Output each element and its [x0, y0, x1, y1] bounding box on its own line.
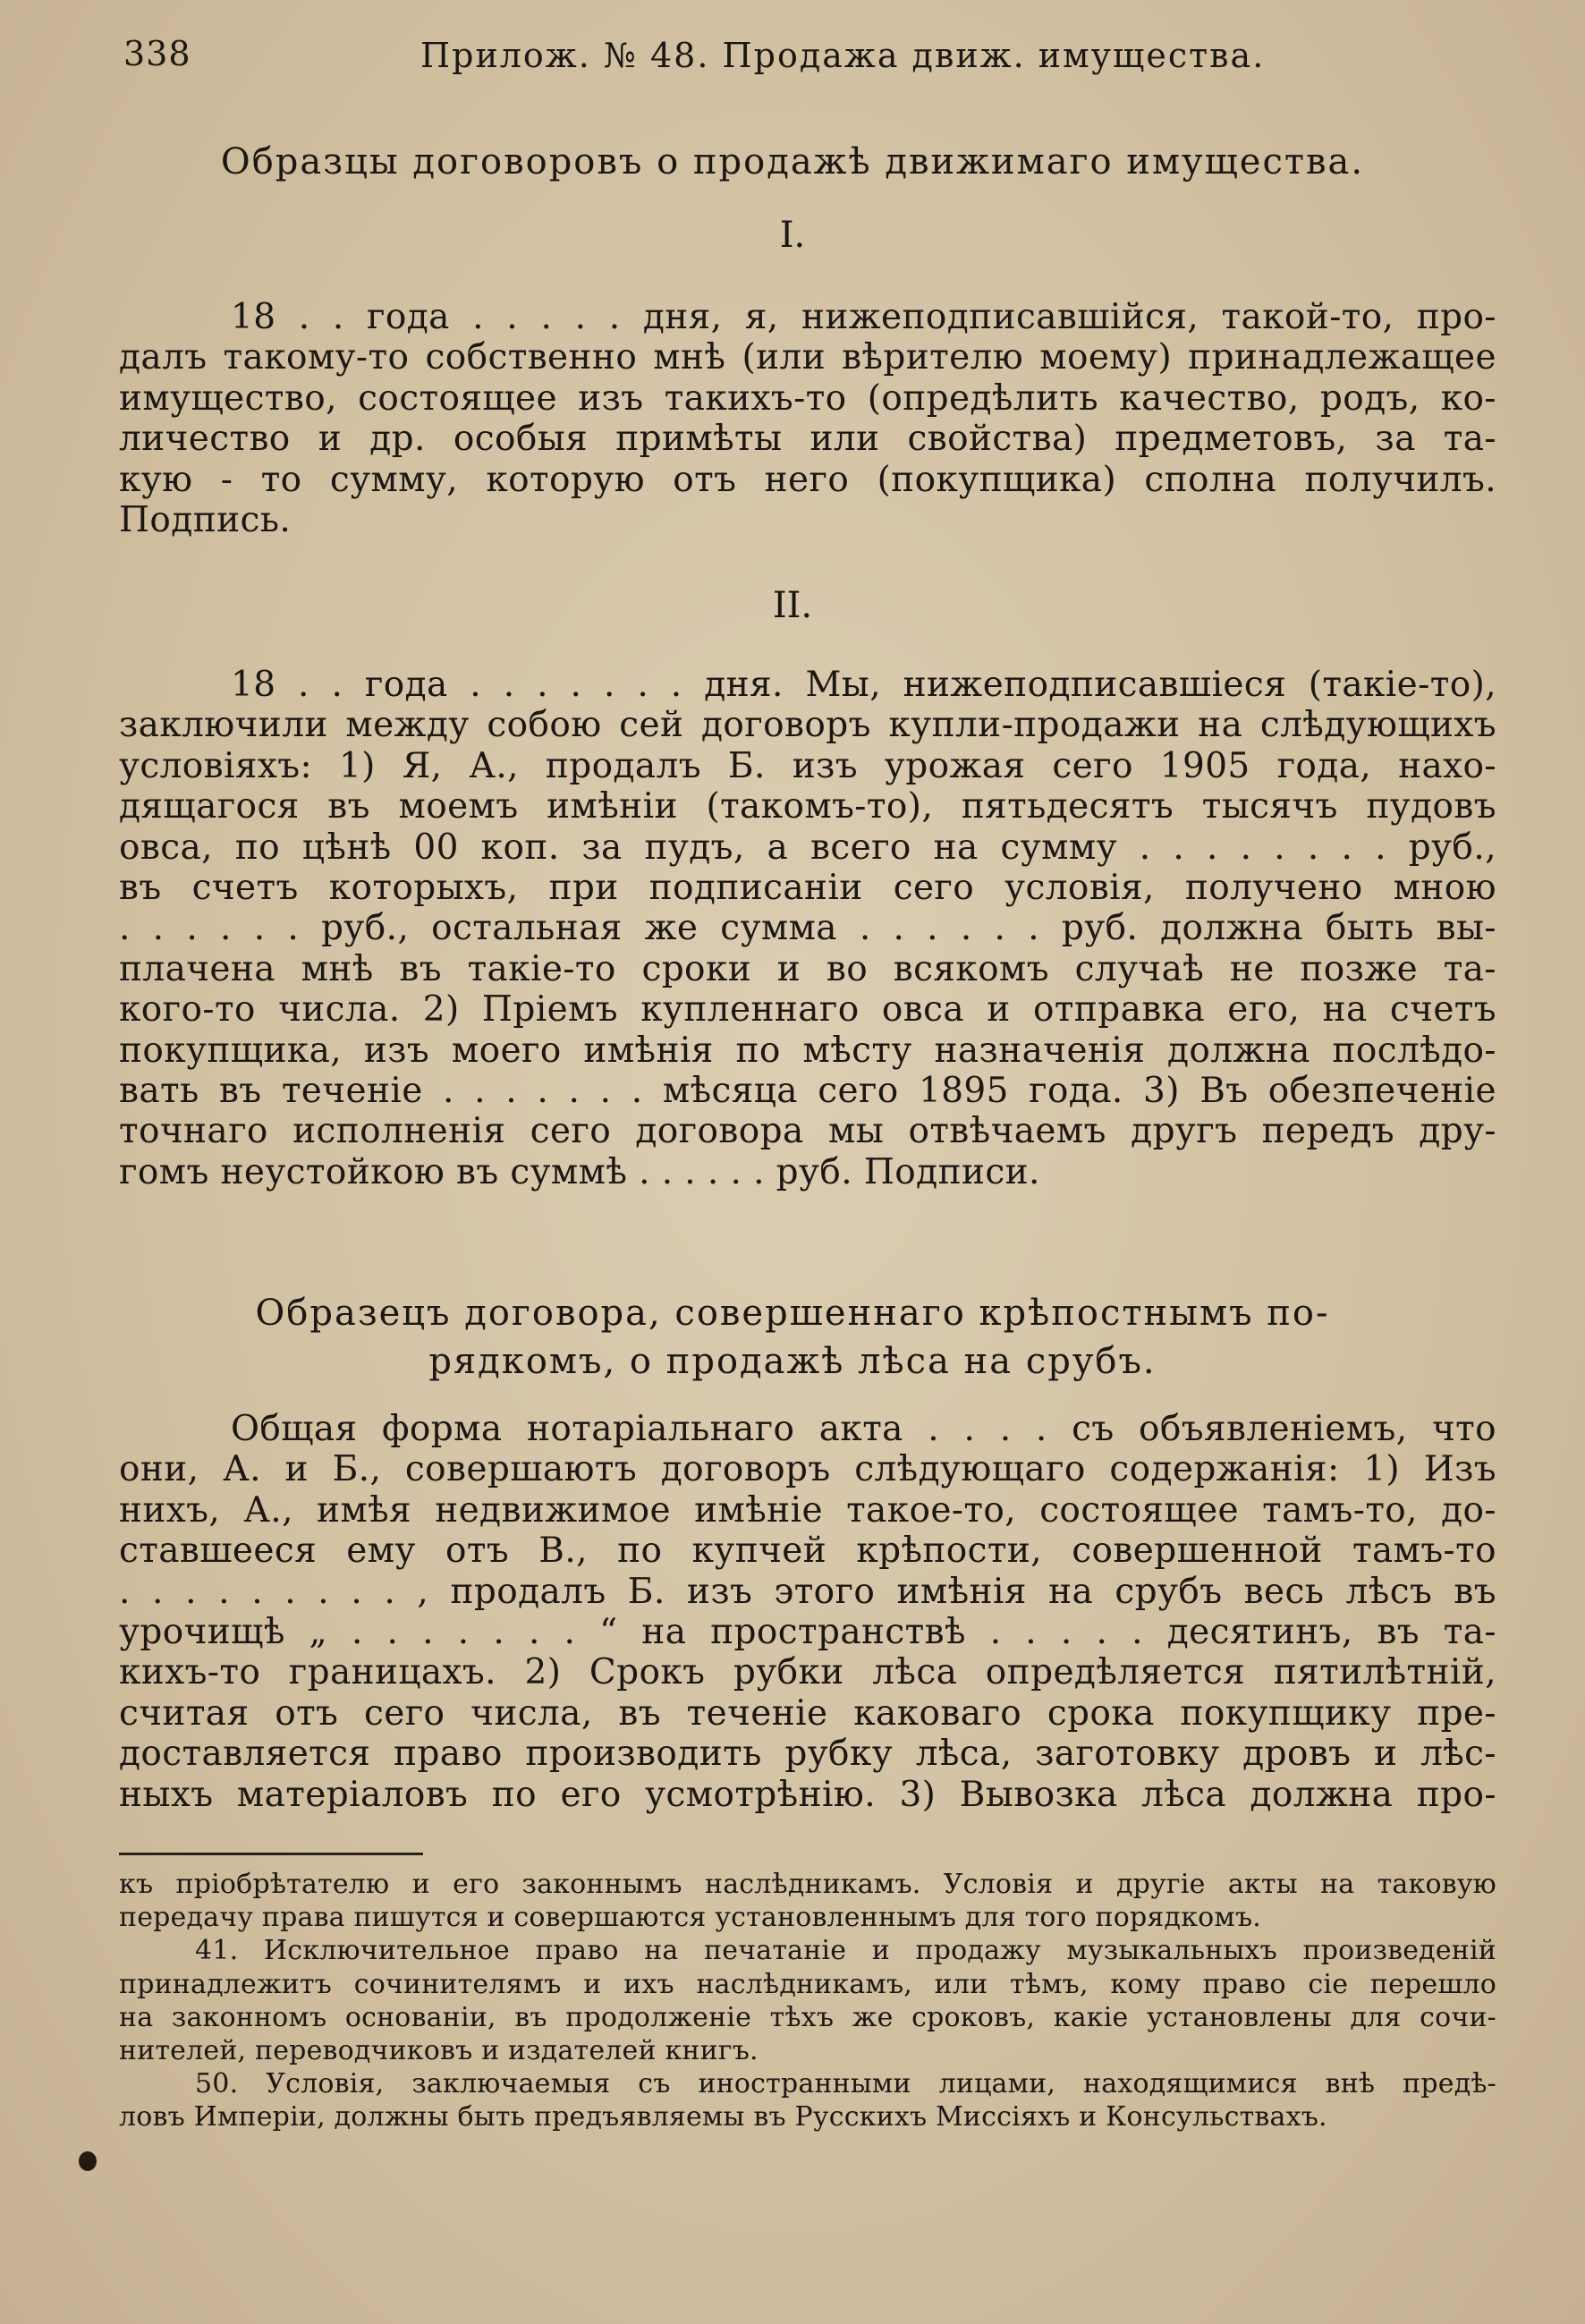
text-line: овса, по цѣнѣ 00 коп. за пудъ, а всего на сумму . . . . . . . . руб.,	[119, 827, 1496, 868]
text-line: условіяхъ: 1) Я, А., продалъ Б. изъ урожая сего 1905 года, нахо-	[119, 745, 1496, 786]
running-title: Прилож. № 48. Продажа движ. имущества.	[420, 36, 1266, 75]
footnote-line: 50. Условія, заключаемыя съ иностранными лицами, находящимися внѣ предѣ-	[195, 2068, 1496, 2100]
footnote-line: передачу права пишутся и совершаются установленнымъ для того порядкомъ.	[119, 1902, 1261, 1934]
footnote-line: на законномъ основаніи, въ продолженіе тѣхъ же сроковъ, какіе установлены для сочи-	[119, 2001, 1496, 2033]
text-line: . . . . . . руб., остальная же сумма . . . . . . руб. должна быть вы-	[119, 908, 1496, 949]
text-line: заключили между собою сей договоръ купли-продажи на слѣдующихъ	[119, 705, 1496, 746]
text-line: дящагося въ моемъ имѣніи (такомъ-то), пятьдесятъ тысячъ пудовъ	[119, 786, 1496, 827]
text-line: далъ такому-то собственно мнѣ (или вѣрителю моему) принадлежащее	[119, 337, 1496, 378]
page-number: 338	[123, 34, 191, 73]
text-line: личество и др. особыя примѣты или свойства) предметовъ, за та-	[119, 419, 1496, 460]
text-line: доставляется право производить рубку лѣса, заготовку дровъ и лѣс-	[119, 1734, 1496, 1775]
text-line: ныхъ матеріаловъ по его усмотрѣнію. 3) Вывозка лѣса должна про-	[119, 1774, 1496, 1815]
subtitle-line: Образецъ договора, совершеннаго крѣпостнымъ по-	[255, 1293, 1330, 1334]
text-line: Подпись.	[119, 500, 292, 541]
subtitle-line: рядкомъ, о продажѣ лѣса на срубъ.	[428, 1341, 1157, 1382]
text-line: 18 . . года . . . . . дня, я, нижеподписавшійся, такой-то, про-	[231, 297, 1496, 337]
text-line: ставшееся ему отъ В., по купчей крѣпости, совершенной тамъ-то	[119, 1531, 1496, 1572]
section-title: Образцы договоровъ о продажѣ движимаго имущества.	[220, 141, 1365, 182]
footnote-line: 41. Исключительное право на печатаніе и продажу музыкальныхъ произведеній	[195, 1935, 1496, 1967]
text-line: кого-то числа. 2) Пріемъ купленнаго овса и отправка его, на счетъ	[119, 989, 1496, 1031]
form-one-numeral: I.	[779, 215, 806, 256]
text-line: Общая форма нотаріальнаго акта . . . . съ объявленіемъ, что	[231, 1409, 1496, 1449]
text-line: они, А. и Б., совершаютъ договоръ слѣдующаго содержанія: 1) Изъ	[119, 1449, 1496, 1490]
form-two-numeral: II.	[772, 585, 813, 626]
text-line: точнаго исполненія сего договора мы отвѣчаемъ другъ передъ дру-	[119, 1111, 1496, 1152]
footnote-line: принадлежитъ сочинителямъ и ихъ наслѣдникамъ, или тѣмъ, кому право сіе перешло	[119, 1968, 1496, 2000]
forest-sale-title	[0, 1289, 1585, 1386]
form-two-paragraph	[119, 665, 1496, 1192]
form-one-paragraph	[119, 297, 1496, 540]
text-line: урочищѣ „ . . . . . . . “ на пространствѣ . . . . . десятинъ, въ та-	[119, 1612, 1496, 1653]
text-line: считая отъ сего числа, въ теченіе каковаго срока покупщику пре-	[119, 1692, 1496, 1734]
text-line: вать въ теченіе . . . . . . . мѣсяца сего 1895 года. 3) Въ обезпеченіе	[119, 1071, 1496, 1112]
text-line: плачена мнѣ въ такіе-то сроки и во всякомъ случаѣ не позже та-	[119, 948, 1496, 989]
text-line: покупщика, изъ моего имѣнія по мѣсту назначенія должна послѣдо-	[119, 1030, 1496, 1071]
text-line: кихъ-то границахъ. 2) Срокъ рубки лѣса опредѣляется пятилѣтній,	[119, 1652, 1496, 1693]
footnote-line: ловъ Имперіи, должны быть предъявляемы въ Русскихъ Миссіяхъ и Консульствахъ.	[119, 2101, 1327, 2133]
footnote-line: къ пріобрѣтателю и его законнымъ наслѣдникамъ. Условія и другіе акты на таковую	[119, 1869, 1496, 1900]
text-line: имущество, состоящее изъ такихъ-то (опредѣлить качество, родъ, ко-	[119, 377, 1496, 419]
text-line: гомъ неустойкою въ суммѣ . . . . . . руб. Подписи.	[119, 1151, 1040, 1192]
footnotes	[119, 1868, 1496, 2134]
footnote-divider	[119, 1853, 423, 1855]
ink-blot-mark	[79, 2151, 97, 2171]
text-line: кую - то сумму, которую отъ него (покупщика) сполна получилъ.	[119, 459, 1496, 500]
text-line: нихъ, А., имѣя недвижимое имѣніе такое-то, состоящее тамъ-то, до-	[119, 1489, 1496, 1531]
forest-sale-paragraph	[119, 1409, 1496, 1815]
text-line: . . . . . . . . . , продалъ Б. изъ этого имѣнія на срубъ весь лѣсъ въ	[119, 1571, 1496, 1612]
text-line: 18 . . года . . . . . . . дня. Мы, нижеподписавшіеся (такіе-то),	[231, 665, 1496, 705]
running-header	[0, 23, 1585, 95]
text-line: въ счетъ которыхъ, при подписаніи сего условія, получено мною	[119, 868, 1496, 909]
footnote-line: нителей, переводчиковъ и издателей книгъ.	[119, 2035, 759, 2067]
